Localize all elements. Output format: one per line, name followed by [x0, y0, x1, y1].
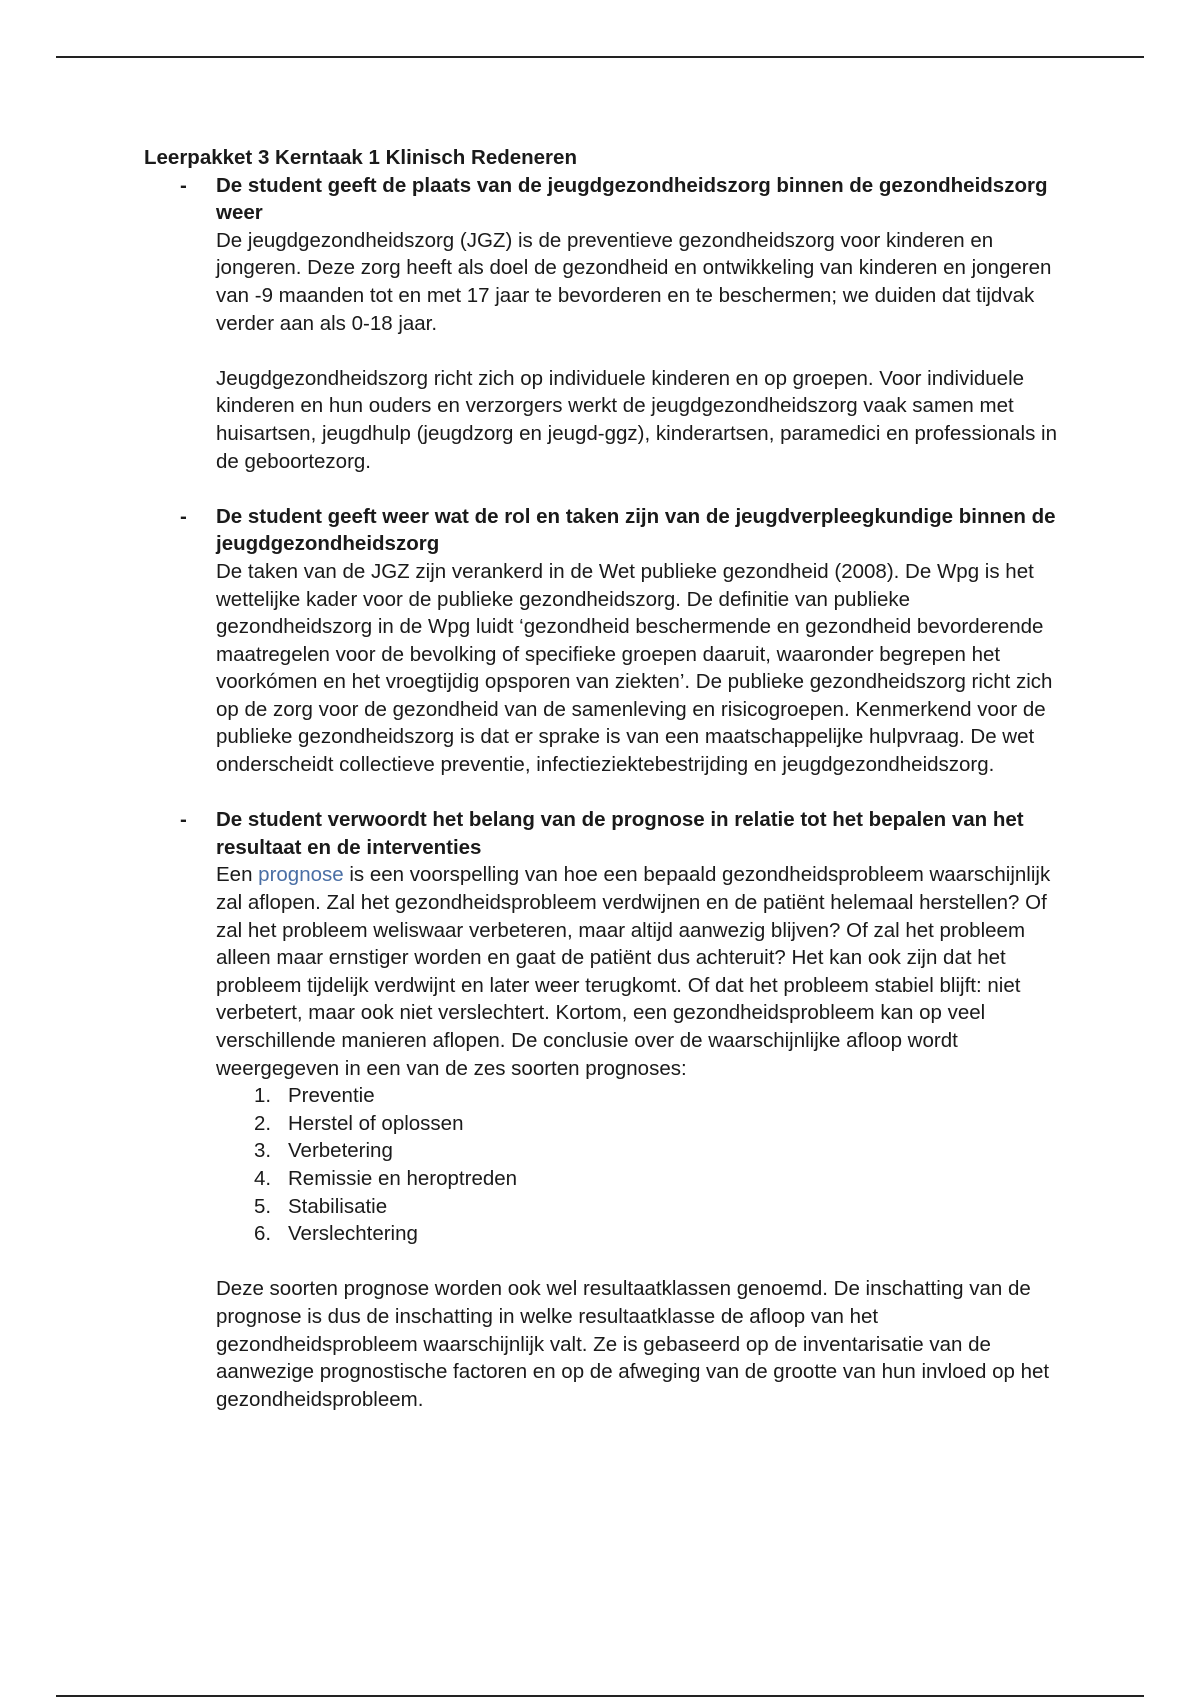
- list-item: [216, 1110, 1064, 1138]
- list-text: Verbetering: [288, 1139, 393, 1163]
- list-text: Stabilisatie: [288, 1194, 388, 1218]
- header-rule: [56, 56, 1144, 58]
- footer-rule: [56, 1695, 1144, 1697]
- paragraph: De jeugdgezondheidszorg (JGZ) is de preventieve gezondheidszorg voor kinderen en jongeren. Deze zorg heeft als doel de gezondheid en ontwikkeling van kinderen en jongeren van -9 maanden tot en met 17 jaar te bevorderen en te beschermen; we duiden dat tijdvak verder aan als 0-18 jaar.: [216, 228, 1052, 335]
- section-heading: De student geeft weer wat de rol en taken zijn van de jeugdverpleegkundige binnen de jeugdgezondheidszorg: [216, 504, 1056, 556]
- list-item: [216, 1082, 1064, 1110]
- prognose-link[interactable]: prognose: [258, 863, 344, 887]
- list-text: Verslechtering: [288, 1222, 418, 1246]
- section-prognosis: [144, 806, 1064, 1413]
- list-item: [216, 1137, 1064, 1165]
- list-text: Preventie: [288, 1084, 375, 1108]
- paragraph: Jeugdgezondheidszorg richt zich op individuele kinderen en op groepen. Voor individuele kinderen en hun ouders en verzorgers werkt de jeugdgezondheidszorg vaak samen met huisartsen, jeugdhulp (jeugdzorg en jeugd-ggz), kinderartsen, paramedici en professionals in de geboortezorg.: [216, 366, 1058, 473]
- list-number: 4.: [254, 1166, 272, 1190]
- closing-paragraph: Deze soorten prognose worden ook wel resultaatklassen genoemd. De inschatting van de prognose is dus de inschatting in welke resultaatklasse de afloop van het gezondheidsprobleem waarschijnlijk valt. Ze is gebaseerd op de inventarisatie van de aanwezige prognostische factoren en op de afweging van de grootte van hun invloed op het gezondheidsprobleem.: [216, 1277, 1050, 1411]
- prognosis-list: [216, 1082, 1064, 1248]
- section-role-tasks: [144, 503, 1064, 779]
- list-number: 6.: [254, 1222, 272, 1246]
- section-jgz-place: [144, 172, 1064, 476]
- bullet-dash: -: [180, 504, 187, 528]
- list-text: Remissie en heroptreden: [288, 1166, 518, 1190]
- section-heading: De student verwoordt het belang van de prognose in relatie tot het bepalen van het resultaat en de interventies: [216, 808, 1024, 859]
- list-item: [216, 1193, 1064, 1221]
- document-body: [144, 144, 1064, 1413]
- intro-rest: is een voorspelling van hoe een bepaald gezondheidsprobleem waarschijnlijk zal aflopen. Zal het gezondheidsprobleem verdwijnen en de patiënt helemaal herstellen? Of zal het probleem weliswaar verbeteren, maar altijd aanwezig blijven? Of zal het probleem alleen maar ernstiger worden en gaat de patiënt dus achteruit? Het kan ook zijn dat het probleem tijdelijk verdwijnt en later weer terugkomt. Of dat het probleem stabiel blijft: niet verbetert, maar ook niet verslechtert. Kortom, een gezondheidsprobleem kan op veel verschillende manieren aflopen. De conclusie over de waarschijnlijke afloop wordt weergegeven in een van de zes soorten prognoses:: [216, 863, 1051, 1080]
- paragraph: De taken van de JGZ zijn verankerd in de Wet publieke gezondheid (2008). De Wpg is het wettelijke kader voor de publieke gezondheidszorg. De definitie van publieke gezondheidszorg in de Wpg luidt ‘gezondheid beschermende en gezondheid bevorderende maatregelen voor de bevolking of specifieke groepen daaruit, waaronder begrepen het voorkómen en het vroegtijdig opsporen van ziekten’. De publieke gezondheidszorg richt zich op de zorg voor de gezondheid van de samenleving en risicogroepen. Kenmerkend voor de publieke gezondheidszorg is dat er sprake is van een maatschappelijke hulpvraag. De wet onderscheidt collectieve preventie, infectieziektebestrijding en jeugdgezondheidszorg.: [216, 559, 1053, 777]
- document-title: Leerpakket 3 Kerntaak 1 Klinisch Redeneren: [144, 146, 577, 169]
- list-number: 2.: [254, 1111, 272, 1135]
- list-number: 1.: [254, 1084, 272, 1108]
- list-number: 3.: [254, 1139, 272, 1163]
- list-text: Herstel of oplossen: [288, 1111, 464, 1135]
- prognosis-intro: [216, 861, 1064, 1082]
- list-item: [216, 1220, 1064, 1248]
- intro-prefix: Een: [216, 863, 259, 887]
- list-number: 5.: [254, 1194, 272, 1218]
- bullet-dash: -: [180, 808, 187, 832]
- list-item: [216, 1165, 1064, 1193]
- section-heading: De student geeft de plaats van de jeugdgezondheidszorg binnen de gezondheidszorg weer: [216, 173, 1048, 225]
- bullet-dash: -: [180, 173, 187, 197]
